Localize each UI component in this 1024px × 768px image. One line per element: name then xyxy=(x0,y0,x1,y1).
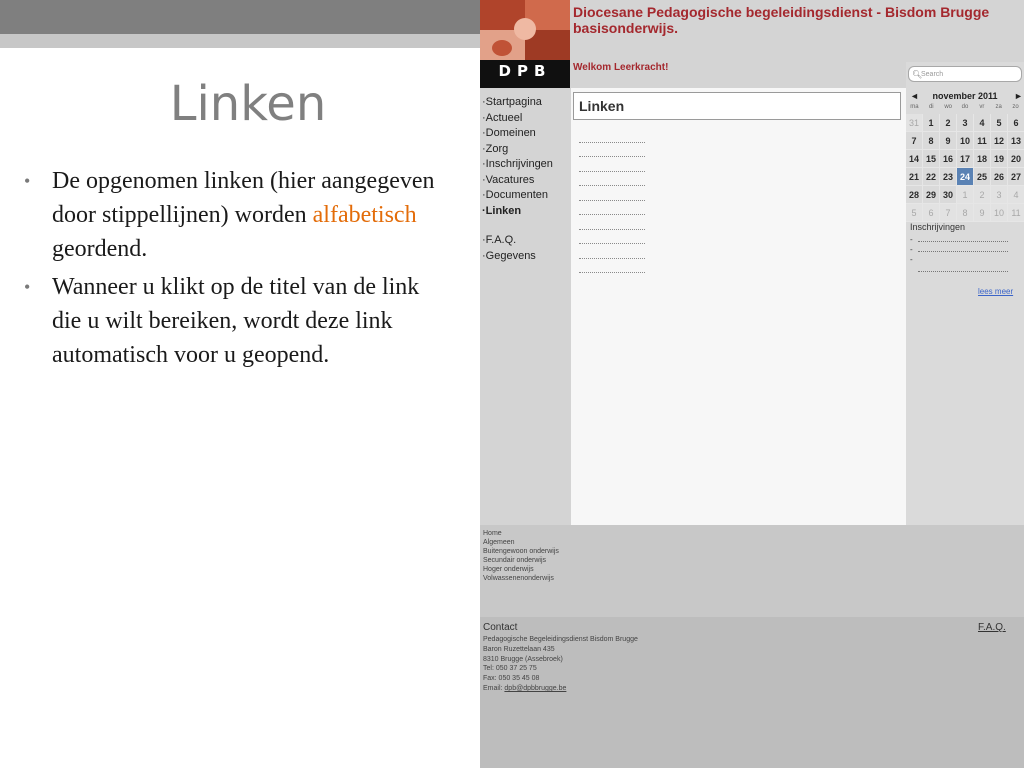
calendar-day[interactable]: 28 xyxy=(906,186,923,204)
bullet-text-end: geordend. xyxy=(52,236,148,262)
bullet-accent-text: alfabetisch xyxy=(312,202,417,228)
calendar-day[interactable]: 22 xyxy=(923,168,940,186)
slide-title: Linken xyxy=(169,76,327,132)
nav-item-inschrijvingen[interactable]: ·Inschrijvingen xyxy=(482,158,553,170)
slide-panel xyxy=(0,0,480,768)
dotted-link-placeholder[interactable] xyxy=(579,128,645,143)
calendar-next-button[interactable]: ► xyxy=(1014,91,1023,101)
nav-item-vacatures[interactable]: ·Vacatures xyxy=(482,173,535,186)
weekday-label: ma xyxy=(910,104,919,110)
calendar-day[interactable]: 26 xyxy=(991,168,1008,186)
calendar-day[interactable]: 2 xyxy=(940,114,957,132)
calendar-day[interactable]: 17 xyxy=(957,150,974,168)
contact-title: Contact xyxy=(483,622,518,633)
puzzle-knob-icon xyxy=(492,40,512,56)
calendar-day[interactable]: 6 xyxy=(923,204,940,222)
dash: - xyxy=(910,235,913,244)
search-placeholder: Search xyxy=(921,71,944,78)
calendar-day[interactable]: 18 xyxy=(974,150,991,168)
calendar-header xyxy=(906,89,1024,103)
slide-header-band xyxy=(0,0,480,34)
welcome-message: Welkom Leerkracht! xyxy=(573,62,669,73)
contact-details xyxy=(483,635,638,694)
bullet-text: De opgenomen linken (hier aangegeven door stippellijnen) worden xyxy=(52,168,435,228)
dotted-link-placeholder[interactable] xyxy=(579,201,645,216)
calendar-day[interactable]: 27 xyxy=(1008,168,1024,186)
calendar-day[interactable]: 6 xyxy=(1008,114,1024,132)
calendar-day[interactable]: 20 xyxy=(1008,150,1024,168)
calendar-day[interactable]: 13 xyxy=(1008,132,1024,150)
contact-footer xyxy=(480,617,1024,768)
calendar-day[interactable]: 9 xyxy=(974,204,991,222)
dotted-line xyxy=(918,271,1008,272)
calendar-day[interactable]: 10 xyxy=(991,204,1008,222)
slide-header-band-light xyxy=(0,34,480,48)
contact-line: 8310 Brugge (Assebroek) xyxy=(483,655,563,663)
calendar-day[interactable]: 23 xyxy=(940,168,957,186)
search-icon: 🔍︎ xyxy=(912,70,923,79)
link-list xyxy=(579,128,645,273)
bullet-dot-icon: • xyxy=(24,171,31,191)
footer-link-hoger[interactable]: Hoger onderwijs xyxy=(483,566,534,573)
calendar-day[interactable]: 5 xyxy=(906,204,923,222)
contact-line: Pedagogische Begeleidingsdienst Bisdom Brugge xyxy=(483,636,638,643)
calendar-day[interactable]: 11 xyxy=(974,132,991,150)
dotted-line xyxy=(918,241,1008,242)
calendar-day[interactable]: 7 xyxy=(906,132,923,150)
dpb-logo[interactable] xyxy=(480,0,570,88)
sidebar-nav xyxy=(482,95,570,264)
calendar-day[interactable]: 16 xyxy=(940,150,957,168)
weekday-label: vr xyxy=(979,104,985,110)
dotted-link-placeholder[interactable] xyxy=(579,215,645,230)
email-label: Email: xyxy=(483,684,505,692)
nav-item-domeinen[interactable]: ·Domeinen xyxy=(482,127,536,139)
weekday-label: do xyxy=(961,104,969,110)
dotted-link-placeholder[interactable] xyxy=(579,143,645,158)
calendar-day[interactable]: 19 xyxy=(991,150,1008,168)
bullet-dot-icon: • xyxy=(24,277,31,297)
contact-line: Baron Ruzettelaan 435 xyxy=(483,645,555,653)
content-title-box xyxy=(573,92,901,120)
footer-link-volwassenen[interactable]: Volwassenenonderwijs xyxy=(483,575,554,582)
calendar-day[interactable]: 1 xyxy=(923,114,940,132)
contact-line: Tel: 050 37 25 75 xyxy=(483,665,537,673)
bullet-item xyxy=(22,164,452,266)
site-title: Diocesane Pedagogische begeleidingsdienst - Bisdom Brugge basisonderwijs. xyxy=(573,4,990,36)
dash: - xyxy=(910,245,913,254)
calendar-day[interactable]: 25 xyxy=(974,168,991,186)
dotted-link-placeholder[interactable] xyxy=(579,244,645,259)
contact-line: Fax: 050 35 45 08 xyxy=(483,675,540,683)
website-screenshot xyxy=(480,0,1024,768)
calendar-grid xyxy=(906,114,1024,222)
main-content xyxy=(571,88,906,525)
nav-item-gegevens[interactable]: ·Gegevens xyxy=(482,249,536,262)
weekday-label: di xyxy=(928,104,934,110)
footer-link-algemeen[interactable]: Algemeen xyxy=(483,539,515,546)
inschrijving-item[interactable] xyxy=(910,265,1022,275)
email-link[interactable]: dpb@dpbbrugge.be xyxy=(504,684,567,692)
search-input[interactable] xyxy=(908,66,1022,82)
footer-link-buitengewoon[interactable]: Buitengewoon onderwijs xyxy=(483,548,559,555)
calendar-prev-button[interactable]: ◄ xyxy=(910,91,919,101)
nav-spacer xyxy=(482,219,570,233)
weekday-label: za xyxy=(995,104,1002,110)
right-column xyxy=(906,62,1024,525)
contact-email-line xyxy=(483,684,638,694)
calendar-day[interactable]: 9 xyxy=(940,132,957,150)
calendar-day[interactable]: 7 xyxy=(940,204,957,222)
inschrijvingen-title: Inschrijvingen xyxy=(910,222,966,232)
nav-item-faq[interactable]: ·F.A.Q. xyxy=(482,234,517,246)
nav-item-documenten[interactable]: ·Documenten xyxy=(482,189,549,201)
calendar-day[interactable]: 3 xyxy=(991,186,1008,204)
bullet-list xyxy=(22,164,452,376)
inschrijving-item[interactable] xyxy=(910,235,1022,245)
content-title: Linken xyxy=(579,98,625,114)
logo-text: DPB xyxy=(498,62,552,80)
inschrijvingen-panel xyxy=(910,222,1022,275)
nav-item-linken[interactable]: ·Linken xyxy=(482,204,522,217)
calendar-day[interactable]: 30 xyxy=(940,186,957,204)
calendar-day[interactable]: 1 xyxy=(957,186,974,204)
dotted-link-placeholder[interactable] xyxy=(579,230,645,245)
calendar-day[interactable]: 31 xyxy=(906,114,923,132)
dotted-link-placeholder[interactable] xyxy=(579,259,645,274)
calendar-day[interactable]: 29 xyxy=(923,186,940,204)
calendar xyxy=(906,89,1024,222)
calendar-day[interactable]: 12 xyxy=(991,132,1008,150)
footer-link-home[interactable]: Home xyxy=(483,530,502,537)
bullet-text: Wanneer u klikt op de titel van de link die u wilt bereiken, wordt deze link automatisch voor u geopend. xyxy=(52,274,420,368)
calendar-day[interactable]: 3 xyxy=(957,114,974,132)
weekday-label: wo xyxy=(944,104,952,110)
calendar-day[interactable]: 4 xyxy=(974,114,991,132)
calendar-day[interactable]: 24 xyxy=(957,168,974,186)
bullet-item xyxy=(22,270,452,372)
calendar-day[interactable]: 4 xyxy=(1008,186,1024,204)
calendar-day[interactable]: 2 xyxy=(974,186,991,204)
calendar-day[interactable]: 14 xyxy=(906,150,923,168)
calendar-day[interactable]: 8 xyxy=(923,132,940,150)
calendar-day[interactable]: 15 xyxy=(923,150,940,168)
calendar-weekdays xyxy=(906,104,1024,114)
dotted-link-placeholder[interactable] xyxy=(579,157,645,172)
calendar-day[interactable]: 10 xyxy=(957,132,974,150)
puzzle-knob-icon xyxy=(514,18,536,40)
dotted-line xyxy=(918,251,1008,252)
nav-item-actueel[interactable]: ·Actueel xyxy=(482,111,523,124)
footer-link-secundair[interactable]: Secundair onderwijs xyxy=(483,557,547,564)
inschrijving-item[interactable] xyxy=(910,255,1022,265)
calendar-day[interactable]: 21 xyxy=(906,168,923,186)
weekday-label: zo xyxy=(1012,104,1019,110)
footer-links xyxy=(480,525,1024,617)
nav-item-zorg[interactable]: ·Zorg xyxy=(482,142,509,155)
dotted-link-placeholder[interactable] xyxy=(579,172,645,187)
faq-link[interactable]: F.A.Q. xyxy=(978,622,1006,633)
calendar-day[interactable]: 11 xyxy=(1008,204,1024,222)
dotted-link-placeholder[interactable] xyxy=(579,186,645,201)
calendar-day[interactable]: 5 xyxy=(991,114,1008,132)
inschrijving-item[interactable] xyxy=(910,245,1022,255)
calendar-day[interactable]: 8 xyxy=(957,204,974,222)
read-more-link[interactable]: lees meer xyxy=(978,287,1014,296)
dash: - xyxy=(910,255,913,264)
nav-item-startpagina[interactable]: ·Startpagina xyxy=(482,96,542,108)
calendar-month: november 2011 xyxy=(932,91,998,101)
